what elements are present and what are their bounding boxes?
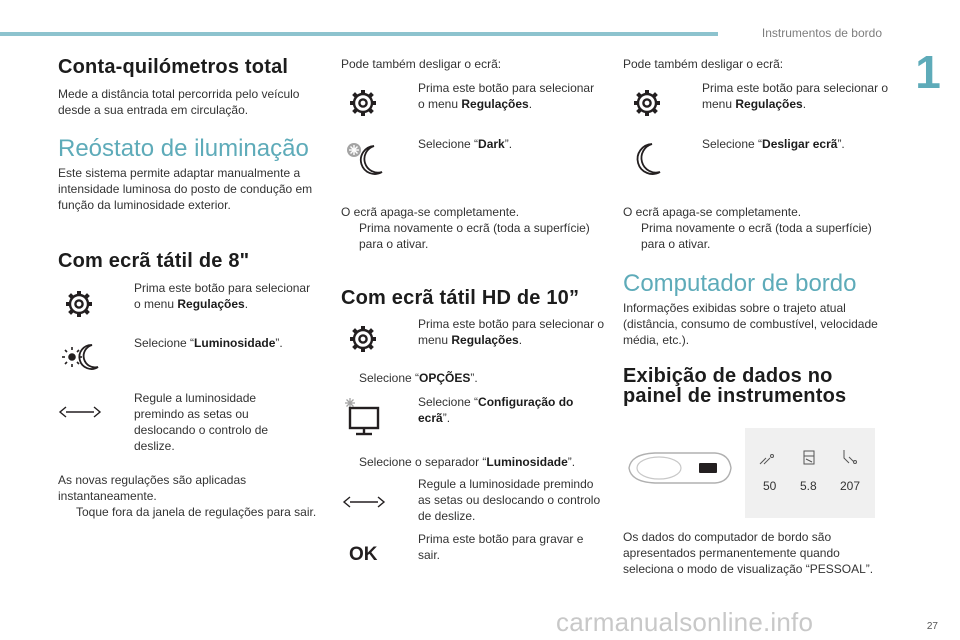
slider-arrows-icon (342, 495, 386, 509)
dashboard-illustration (625, 450, 735, 488)
step-text: Prima este botão para selecionar o menu (134, 281, 311, 311)
step-bold: Regulações (451, 333, 519, 347)
step-text: Regule a luminosidade premindo as setas ou deslocando o controlo de deslize. (418, 477, 601, 523)
step-text: Selecione “ (418, 137, 479, 151)
cluster-value-2: 5.8 (800, 479, 817, 493)
trip-computer-cluster (745, 428, 875, 518)
col1-step-3 (116, 390, 286, 454)
gear-icon (348, 324, 378, 354)
step-bold: Luminosidade (194, 336, 276, 350)
step-text: Selecione “ (418, 395, 479, 409)
col3-off-intro: Pode também desligar o ecrã: (623, 57, 784, 71)
step-bold: Luminosidade (486, 455, 568, 469)
col3-step-1 (684, 80, 889, 112)
watermark: carmanualsonline.info (556, 607, 814, 637)
col1-step-2 (116, 335, 316, 351)
col3-off-text: O ecrã apaga-se completamente. (623, 205, 802, 219)
applied-text: As novas regulações são aplicadas instantaneamente. (58, 473, 247, 503)
step-text: Prima este botão para gravar e sair. (418, 532, 584, 562)
odometer-title: Conta-quilómetros total (58, 56, 289, 78)
step-text-end: ”. (470, 371, 478, 385)
gear-icon (348, 88, 378, 118)
col2-step-4 (341, 370, 541, 386)
col2-step-3 (400, 316, 605, 348)
step-text: Prima este botão para selecionar o menu (418, 317, 605, 347)
step-text: Selecione “ (134, 336, 195, 350)
gear-icon (632, 88, 662, 118)
display-title-line-2: painel de instrumentos (623, 385, 847, 407)
step-text: Selecione “ (359, 371, 420, 385)
col3-step-2 (684, 136, 884, 152)
touch10-title: Com ecrã tátil HD de 10” (341, 287, 580, 309)
touch8-title: Com ecrã tátil de 8" (58, 250, 250, 272)
dimmer-text: Este sistema permite adaptar manualmente a intensidade luminosa do posto de condução em função da luminosidade exterior. (58, 166, 313, 212)
step-text-end: . (528, 97, 533, 111)
step-text: Selecione o separador “ (359, 455, 487, 469)
col2-reactivate (341, 220, 601, 252)
step-bold: OPÇÕES (419, 371, 471, 385)
display-title-line-1: Exibição de dados no (623, 365, 833, 387)
step-text-end: ”. (275, 336, 283, 350)
fuel-icon (801, 448, 819, 466)
col1-step-1 (116, 280, 316, 312)
step-text-end: . (518, 333, 523, 347)
moon-icon (632, 140, 664, 180)
col2-step-1 (400, 80, 600, 112)
step-text: Selecione “ (702, 137, 763, 151)
brightness-moon-icon (60, 341, 100, 373)
range-icon (841, 448, 859, 466)
dimmer-title: Reóstato de iluminação (58, 135, 309, 162)
dark-mode-moon-icon (344, 140, 386, 180)
col2-step-5 (400, 394, 600, 426)
col2-off-text: O ecrã apaga-se completamente. (341, 205, 520, 219)
step-text: Regule a luminosidade premindo as setas ou deslocando o controlo de deslize. (134, 391, 269, 453)
step-bold: Configuração do ecrã (418, 395, 574, 425)
step-text: Prima este botão para selecionar o menu (418, 81, 595, 111)
gear-icon (64, 289, 94, 319)
trip-computer-text: Informações exibidas sobre o trajeto atual (distância, consumo de combustível, velocidade média, etc.). (623, 301, 878, 347)
step-bold: Regulações (177, 297, 245, 311)
step-text-end: ”. (837, 137, 845, 151)
cluster-value-3: 207 (840, 479, 861, 493)
ok-button: OK (349, 544, 378, 565)
step-text: Prima este botão para selecionar o menu (702, 81, 889, 111)
odometer-text: Mede a distância total percorrida pelo veículo desde a sua entrada em circulação. (58, 87, 300, 117)
step-text: Toque fora da janela de regulações para sair. (76, 505, 317, 519)
step-text-end: ”. (442, 411, 451, 425)
slider-arrows-icon (58, 405, 102, 419)
step-text-end: . (244, 297, 249, 311)
col2-step-2 (400, 136, 600, 152)
col2-off-intro: Pode também desligar o ecrã: (341, 57, 502, 71)
step-bold: Regulações (735, 97, 803, 111)
header-title: Instrumentos de bordo (761, 26, 882, 40)
step-bold: Dark (478, 137, 505, 151)
distance-icon (758, 450, 776, 468)
col3-reactivate (623, 220, 893, 252)
trip-computer-title: Computador de bordo (623, 270, 857, 297)
page-number: 27 (926, 621, 938, 632)
col2-step-8 (400, 531, 600, 563)
step-text-end: ”. (504, 137, 513, 151)
col2-step-6 (341, 454, 611, 470)
chapter-number: 1 (915, 46, 941, 98)
display-text: Os dados do computador de bordo são apresentados permanentemente quando seleciona o modo de visualização “PESSOAL”. (623, 530, 874, 576)
header-bar (0, 32, 718, 36)
step-text: Prima novamente o ecrã (toda a superfície) para o ativar. (359, 221, 590, 251)
step-text-end: . (802, 97, 807, 111)
step-text: Prima novamente o ecrã (toda a superfície) para o ativar. (641, 221, 872, 251)
screen-brightness-icon (342, 396, 384, 438)
col2-step-7 (400, 476, 605, 524)
display-title (623, 366, 846, 406)
step-bold: Regulações (461, 97, 529, 111)
col1-touch-out (58, 504, 318, 520)
step-bold: Desligar ecrã (762, 137, 838, 151)
cluster-value-1: 50 (763, 479, 777, 493)
step-text-end: ”. (567, 455, 576, 469)
